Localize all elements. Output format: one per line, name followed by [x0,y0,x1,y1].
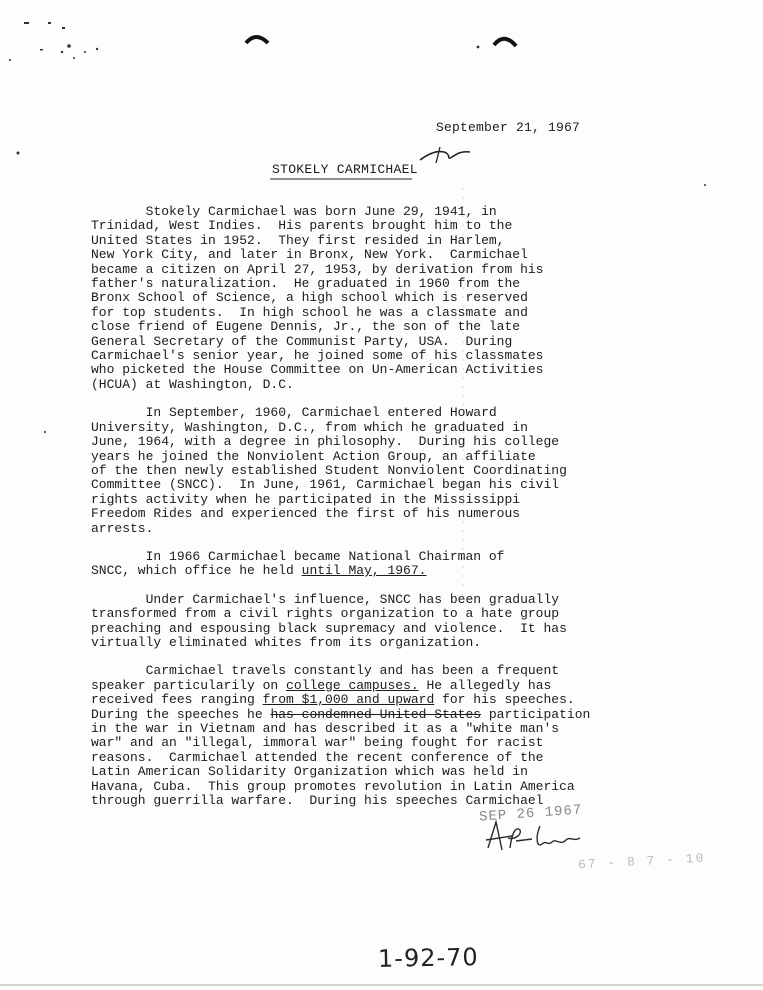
line-text: through guerrilla warfare. During his speeches Carmichael [91,793,544,809]
body-line [91,593,691,607]
handwritten-signature [486,822,580,850]
body-line [91,406,691,420]
line-text: Carmichael's senior year, he joined some of his classmates [91,348,544,364]
body-line [91,234,691,248]
line-text: During the speeches he [91,706,271,722]
line-text: for top students. In high school he was a classmate and [91,304,528,320]
line-text: who picketed the House Committee on Un-American Activities [91,362,544,378]
body-line [91,736,691,750]
document-date: September 21, 1967 [436,120,581,135]
line-text: for his speeches. [434,692,575,708]
line-text: arrests. [91,520,154,536]
punch-mark-left [246,37,268,43]
body-line [91,450,691,464]
body-line [91,335,691,349]
body-line [91,622,691,636]
body-paragraph [91,593,691,651]
line-text: Under Carmichael's influence, SNCC has been gradually [91,591,560,607]
struck-text: has condemned United States [270,706,482,722]
punch-mark-right [494,39,516,46]
line-text: General Secretary of the Communist Party, USA. During [91,333,513,349]
underlined-text: until May, 1967. [301,563,427,579]
body-paragraph [91,406,691,536]
line-text: received fees ranging [91,692,263,708]
line-text: In 1966 Carmichael became National Chairman of [91,548,505,564]
document-body [91,205,691,822]
body-line [91,507,691,521]
body-line [91,636,691,650]
body-line [91,464,691,478]
body-line [91,263,691,277]
underlined-text: college campuses. [286,677,419,693]
body-line [91,679,691,693]
body-line [91,277,691,291]
body-line [91,378,691,392]
body-line [91,607,691,621]
body-line [91,765,691,779]
line-text: father's naturalization. He graduated in 1960 from the [91,276,521,292]
line-text: became a citizen on April 27, 1953, by derivation from his [91,261,544,277]
body-line [91,349,691,363]
line-text: rights activity when he participated in the Mississippi [91,491,521,507]
line-text: Bronx School of Science, a high school which is reserved [91,290,528,306]
line-text: Carmichael travels constantly and has been a frequent [91,663,560,679]
body-line [91,708,691,722]
line-text: speaker particularily on [91,677,287,693]
body-line [91,306,691,320]
body-line [91,478,691,492]
file-number-stamp: 67 - 8 7 - 10 [577,850,706,873]
line-text: virtually eliminated whites from its organization. [91,634,482,650]
line-text: in the war in Vietnam and has described it as a "white man's [91,721,560,736]
line-text: war" and an "illegal, immoral war" being fought for racist [91,735,544,751]
underlined-text: from $1,000 and upward [262,692,435,708]
line-text: Freedom Rides and experienced the first of his numerous [91,506,521,522]
line-text: years he joined the Nonviolent Action Group, an affiliate [91,448,536,464]
received-date-stamp: SEP 26 1967 [478,802,583,826]
line-text: He allegedly has [418,677,552,693]
line-text: University, Washington, D.C., from which he graduated in [91,419,528,435]
body-paragraph [91,664,691,808]
line-text: SNCC, which office he held [91,563,302,579]
line-text: participation [481,706,591,722]
body-line [91,421,691,435]
line-text: preaching and espousing black supremacy and violence. It has [91,620,567,636]
body-line [91,363,691,377]
line-text: reasons. Carmichael attended the recent conference of the [91,749,544,765]
body-paragraph [91,205,691,392]
body-line [91,751,691,765]
handwritten-squiggle [420,151,470,160]
body-line [91,794,691,808]
line-text: In September, 1960, Carmichael entered Howard [91,405,497,421]
line-text: Stokely Carmichael was born June 29, 1941, in [91,204,497,219]
body-line [91,550,691,564]
line-text: United States in 1952. They first resided in Harlem, [91,232,505,248]
line-text: New York City, and later in Bronx, New York. Carmichael [91,247,528,263]
body-line [91,320,691,334]
line-text: Committee (SNCC). In June, 1961, Carmichael began his civil [91,477,560,493]
document-title: STOKELY CARMICHAEL [272,162,418,177]
line-text: close friend of Eugene Dennis, Jr., the son of the late [91,319,521,335]
body-line [91,493,691,507]
body-line [91,780,691,794]
body-line [91,693,691,707]
line-text: Trinidad, West Indies. His parents brought him to the [91,218,513,234]
body-line [91,219,691,233]
handwritten-serial-number: 1-92-70 [377,943,479,973]
body-line [91,291,691,305]
line-text: of the then newly established Student Nonviolent Coordinating [91,462,567,478]
body-paragraph [91,550,691,579]
body-line [91,435,691,449]
line-text: transformed from a civil rights organization to a hate group [91,606,560,622]
body-line [91,248,691,262]
line-text: (HCUA) at Washington, D.C. [91,376,294,392]
body-line [91,664,691,678]
body-line [91,564,691,578]
body-line [91,205,691,219]
line-text: Latin American Solidarity Organization which was held in [91,764,528,780]
body-line [91,522,691,536]
line-text: Havana, Cuba. This group promotes revolution in Latin America [91,778,575,794]
line-text: June, 1964, with a degree in philosophy. During his college [91,434,560,450]
body-line [91,722,691,736]
